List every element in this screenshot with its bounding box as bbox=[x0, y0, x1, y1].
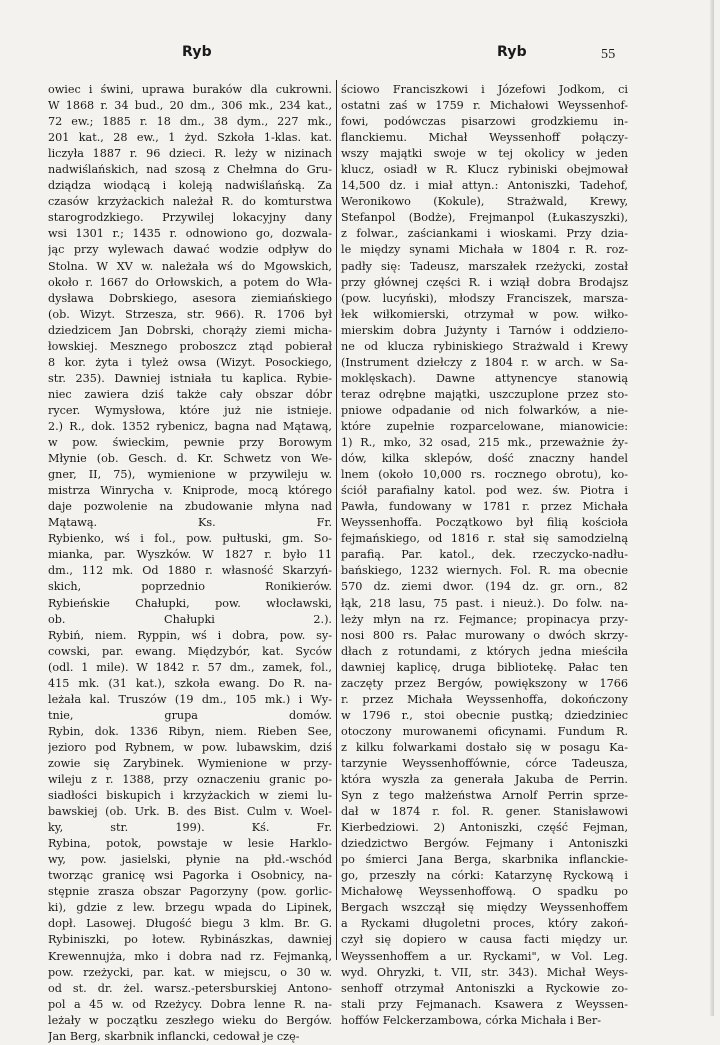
column-divider bbox=[336, 80, 337, 960]
text-line: leżała kal. Truszów (19 dm., 105 mk.) i Wy- bbox=[48, 692, 332, 706]
text-line: dawniej kaplicę, druga bibliotekę. Pałac ten bbox=[341, 660, 628, 674]
right-text-column bbox=[341, 82, 628, 1029]
text-line: Michałowę Weyssenhoffową. O spadku po bbox=[341, 885, 628, 899]
text-line: 8 kor. żyta i tyleż owsa (Wizyt. Posockiego, bbox=[48, 355, 332, 369]
text-line: dów, kilka sklepów, dość znaczny handel bbox=[341, 452, 628, 466]
text-line: w pow. świeckim, pewnie przy Borowym bbox=[48, 436, 332, 450]
text-line: (ob. Wizyt. Strzesza, str. 966). R. 1706 był bbox=[48, 307, 332, 321]
text-line: pow. rzeżycki, par. kat. w miejscu, o 30 w. bbox=[48, 965, 332, 979]
text-line: łowskiej. Mesznego proboszcz ztąd pobierał bbox=[48, 339, 332, 353]
text-line: 415 mk. (31 kat.), szkoła ewang. Do R. na- bbox=[48, 676, 332, 690]
text-line: padły się: Tadeusz, marszałek rzeżycki, został bbox=[341, 259, 628, 273]
text-line: 201 kat., 28 ew., 1 żyd. Szkoła 1-klas. kat. bbox=[48, 131, 332, 145]
text-line: str. 235). Dawniej istniała tu kaplica. Rybie- bbox=[48, 371, 332, 385]
text-line: pol a 45 w. od Rzeżycy. Dobra lenne R. na- bbox=[48, 997, 332, 1011]
text-line: zaczęty przez Bergów, powiększony w 1766 bbox=[341, 676, 628, 690]
text-line: tarzynie Weyssenhoffównie, córce Tadeusza, bbox=[341, 756, 628, 770]
text-line: hoffów Felckerzambowa, córka Michała i Ber- bbox=[341, 1013, 602, 1027]
text-line: Jan Berg, skarbnik inflancki, cedował je czę- bbox=[48, 1029, 300, 1043]
text-line: ściowo Franciszkowi i Józefowi Jodkom, ci bbox=[341, 83, 628, 96]
text-line: czasów krzyżackich należał R. do komturstwa bbox=[48, 195, 332, 209]
left-text-column bbox=[48, 82, 332, 1045]
text-line: łek wiłkomierski, otrzymał w pow. wiłko- bbox=[341, 307, 628, 321]
text-line: gner, II, 75), wymienione w przywileju w. bbox=[48, 468, 332, 482]
text-line: skich, poprzednio Ronikierów. bbox=[48, 580, 332, 594]
text-line: stępnie zrasza obszar Pagorzyny (pow. gorlic- bbox=[48, 885, 332, 899]
text-line: w 1796 r., stoi obecnie pustką; dziedziniec bbox=[341, 708, 628, 722]
text-line: Stolna. W XV w. należała wś do Mgowskich, bbox=[48, 259, 332, 273]
text-line: dał w 1874 r. fol. R. gener. Stanisławowi bbox=[341, 805, 628, 819]
text-line: z kilku folwarkami dostało się w posagu Ka- bbox=[341, 740, 628, 754]
text-line: Kierbedziowi. 2) Antoniszki, część Fejman, bbox=[341, 821, 628, 835]
text-line: Weyssenhoffa. Początkowo był filią kościoła bbox=[341, 516, 628, 530]
text-line: mierskim dobra Jużynty i Tarnów i oddziело- bbox=[341, 323, 628, 337]
text-line: rycer. Wymysłowa, które już nie istnieje. bbox=[48, 403, 332, 417]
text-line: wyd. Ohryzki, t. VII, str. 343). Michał Weys- bbox=[341, 965, 628, 979]
text-line: klucz, osiadł w R. Klucz rybiniski obejmował bbox=[341, 163, 628, 177]
text-line: dm., 112 mk. Od 1880 r. własność Skarzyń- bbox=[48, 564, 332, 578]
text-line: mianka, par. Wyszków. W 1827 r. było 11 bbox=[48, 548, 332, 562]
text-line: wszy majątki swoje w tej okolicy w jeden bbox=[341, 147, 628, 161]
text-line: Rybin, dok. 1336 Ribyn, niem. Rieben See, bbox=[48, 724, 332, 738]
text-line: r. przez Michała Weyssenhoffa, dokończony bbox=[341, 692, 628, 706]
text-line: od st. dr. żel. warsz.-petersburskiej Antono- bbox=[48, 981, 332, 995]
text-line: wileju z r. 1388, przy oznaczeniu granic po- bbox=[48, 773, 332, 787]
text-line: Rybiń, niem. Ryppin, wś i dobra, pow. sy- bbox=[48, 628, 332, 642]
text-line: ostatni zaś w 1759 r. Michałowi Weyssenhof- bbox=[341, 99, 628, 113]
text-line: po śmierci Jana Berga, skarbnika inflanckie- bbox=[341, 853, 628, 867]
text-line: le między synami Michała w 1804 r. R. roz- bbox=[341, 243, 628, 257]
text-line: (odl. 1 mile). W 1842 r. 57 dm., zamek, fol., bbox=[48, 660, 332, 674]
text-line: Pawła, fundowany w 1781 r. przez Michała bbox=[341, 500, 628, 514]
text-line: jąc przy wylewach dawać wodzie odpływ do bbox=[48, 243, 332, 257]
text-line: wsi 1301 r.; 1435 r. odnowiono go, dozwala- bbox=[48, 227, 332, 241]
text-line: stali przy Fejmanach. Ksawera z Weyssen- bbox=[341, 997, 628, 1011]
text-line: Mątawą. Ks. Fr. bbox=[48, 516, 332, 530]
text-line: (Instrument dziełczy z 1804 r. w arch. w Sa- bbox=[341, 355, 628, 369]
text-line: 72 ew.; 1885 r. 18 dm., 38 dym., 227 mk., bbox=[48, 115, 332, 129]
text-line: W 1868 r. 34 bud., 20 dm., 306 mk., 234 kat., bbox=[48, 99, 332, 113]
text-line: która wyszła za generała Jakuba de Perrin. bbox=[341, 773, 628, 787]
text-line: ne od klucza rybiniskiego Strażwald i Krewy bbox=[341, 339, 628, 353]
text-line: owiec i świni, uprawa buraków dla cukrowni. bbox=[48, 83, 332, 96]
page-number: 55 bbox=[601, 47, 616, 62]
text-line: starogrodzkiego. Przywilej lokacyjny dany bbox=[48, 211, 332, 225]
text-line: wy, pow. jasielski, płynie na płd.-wschód bbox=[48, 853, 332, 867]
text-line: fejmańskiego, od 1816 r. stał się samodzielną bbox=[341, 532, 628, 546]
text-line: ki), gdzie z lew. brzegu wpada do Lipinek, bbox=[48, 901, 332, 915]
text-line: dziądza wiodącą i koleją nadwiślańską. Za bbox=[48, 179, 332, 193]
page-edge-shadow bbox=[710, 0, 714, 1016]
text-line: tworząc granicę wsi Pagorka i Osobnicy, na- bbox=[48, 869, 332, 883]
text-line: senhoff otrzymał Antoniszki a Ryckowie zo- bbox=[341, 981, 628, 995]
text-line: przy głównej części R. i wziął dobra Brodajsz bbox=[341, 275, 628, 289]
text-line: teraz odrębne majątki, uszczuplone przez sto- bbox=[341, 387, 628, 401]
text-line: dysława Dobrskiego, asesora ziemiańskiego bbox=[48, 291, 332, 305]
text-line: Bergach wszczął się między Weyssenhoffem bbox=[341, 901, 628, 915]
text-line: 570 dz. ziemi dwor. (194 dz. gr. orn., 82 bbox=[341, 580, 628, 594]
text-line: go, przeszły na córki: Katarzynę Ryckową i bbox=[341, 869, 628, 883]
text-line: Weronikowo (Kokule), Strażwald, Krewy, bbox=[341, 195, 628, 209]
running-header-right: Ryb bbox=[497, 44, 527, 60]
text-line: daje pozwolenie na zbudowanie młyna nad bbox=[48, 500, 332, 514]
text-line: a Ryckami długoletni proces, który zakoń- bbox=[341, 917, 628, 931]
text-line: nadwiślańskich, nad szosą z Chełmna do Gru- bbox=[48, 163, 332, 177]
text-line: dłach z rotundami, z których jedna mieściła bbox=[341, 644, 628, 658]
text-line: ściół parafialny katol. pod wez. św. Piotra i bbox=[341, 484, 628, 498]
text-line: Rybina, potok, powstaje w lesie Harklo- bbox=[48, 837, 332, 851]
text-line: 14,500 dz. i miał attyn.: Antoniszki, Tadehof, bbox=[341, 179, 628, 193]
text-line: łąk, 218 lasu, 75 past. i nieuż.). Do folw. na- bbox=[341, 596, 628, 610]
text-line: lnem (około 10,000 rs. rocznego obrotu), ko- bbox=[341, 468, 628, 482]
text-line: siadłości biskupich i krzyżackich w ziemi lu- bbox=[48, 789, 332, 803]
text-line: niec zawiera dziś także cały obszar dóbr bbox=[48, 387, 332, 401]
text-line: dziedzictwo Bergów. Fejmany i Antoniszki bbox=[341, 837, 628, 851]
text-line: flanckiemu. Michał Weyssenhoff połączy- bbox=[341, 131, 628, 145]
text-line: mistrza Winrycha v. Kniprode, mocą którego bbox=[48, 484, 332, 498]
text-line: leży młyn na rz. Fejmance; propinacya przy- bbox=[341, 612, 628, 626]
text-line: fowi, podówczas pisarzowi grodzkiemu in- bbox=[341, 115, 628, 129]
text-line: cowski, par. ewang. Międzybór, kat. Syców bbox=[48, 644, 332, 658]
text-line: Syn z tego małżeństwa Arnolf Perrin sprze- bbox=[341, 789, 628, 803]
running-header-left: Ryb bbox=[182, 44, 212, 60]
text-line: bańskiego, 1232 wiernych. Fol. R. ma obecnie bbox=[341, 564, 628, 578]
text-line: 2.) R., dok. 1352 rybenicz, bagna nad Mątawą, bbox=[48, 419, 332, 433]
text-line: ky, str. 199). Kś. Fr. bbox=[48, 821, 332, 835]
text-line: nosi 800 rs. Pałac murowany o dwóch skrzy- bbox=[341, 628, 628, 642]
text-line: Weyssenhoffem a ur. Ryckami", w Vol. Leg. bbox=[341, 949, 628, 963]
text-line: jezioro pod Rybnem, w pow. lubawskim, dziś bbox=[48, 740, 332, 754]
text-line: tnie, grupa domów. bbox=[48, 708, 332, 722]
text-line: bawskiej (ob. Urk. B. des Bist. Culm v. Woel- bbox=[48, 805, 332, 819]
text-line: parafią. Par. katol., dek. rzeczycko-nadłu- bbox=[341, 548, 628, 562]
text-line: Rybieńskie Chałupki, pow. włocławski, bbox=[48, 596, 332, 610]
text-line: liczyła 1887 r. 96 dzieci. R. leży w nizinach bbox=[48, 147, 332, 161]
text-line: z folwar., zaściankami i wioskami. Przy dzia- bbox=[341, 227, 628, 241]
text-line: około r. 1667 do Orłowskich, a potem do Wła- bbox=[48, 275, 332, 289]
text-line: Krewennujża, mko i dobra nad rz. Fejmanką, bbox=[48, 949, 332, 963]
text-line: zowie się Zarybinek. Wymienione w przy- bbox=[48, 756, 332, 770]
text-line: Rybienko, wś i fol., pow. pułtuski, gm. So- bbox=[48, 532, 332, 546]
text-line: pniowe odpadanie od nich folwarków, a nie- bbox=[341, 403, 628, 417]
text-line: otoczony murowanemi oficynami. Fundum R. bbox=[341, 724, 628, 738]
text-line: Stefanpol (Bodże), Frejmanpol (Łukaszyszki), bbox=[341, 211, 628, 225]
text-line: (pow. lucyński), młodszy Franciszek, marsza- bbox=[341, 291, 628, 305]
text-line: dopł. Lasowej. Długość biegu 3 klm. Br. G. bbox=[48, 917, 332, 931]
text-line: ob. Chałupki 2.). bbox=[48, 612, 332, 626]
text-line: czył się dopiero w causa facti między ur. bbox=[341, 933, 628, 947]
text-line: dziedzicem Jan Dobrski, chorąży ziemi micha- bbox=[48, 323, 332, 337]
text-line: które zupełnie rozparcelowane, mianowicie: bbox=[341, 419, 628, 433]
text-line: moklęskach). Dawne attynencye stanowią bbox=[341, 371, 628, 385]
text-line: 1) R., mko, 32 osad, 215 mk., przeważnie ży- bbox=[341, 436, 628, 450]
text-line: Młynie (ob. Gesch. d. Kr. Schwetz von We- bbox=[48, 452, 332, 466]
text-line: Rybiniszki, po łotew. Rybinászkas, dawniej bbox=[48, 933, 332, 947]
text-line: leżały w początku zeszłego wieku do Bergów. bbox=[48, 1013, 332, 1027]
